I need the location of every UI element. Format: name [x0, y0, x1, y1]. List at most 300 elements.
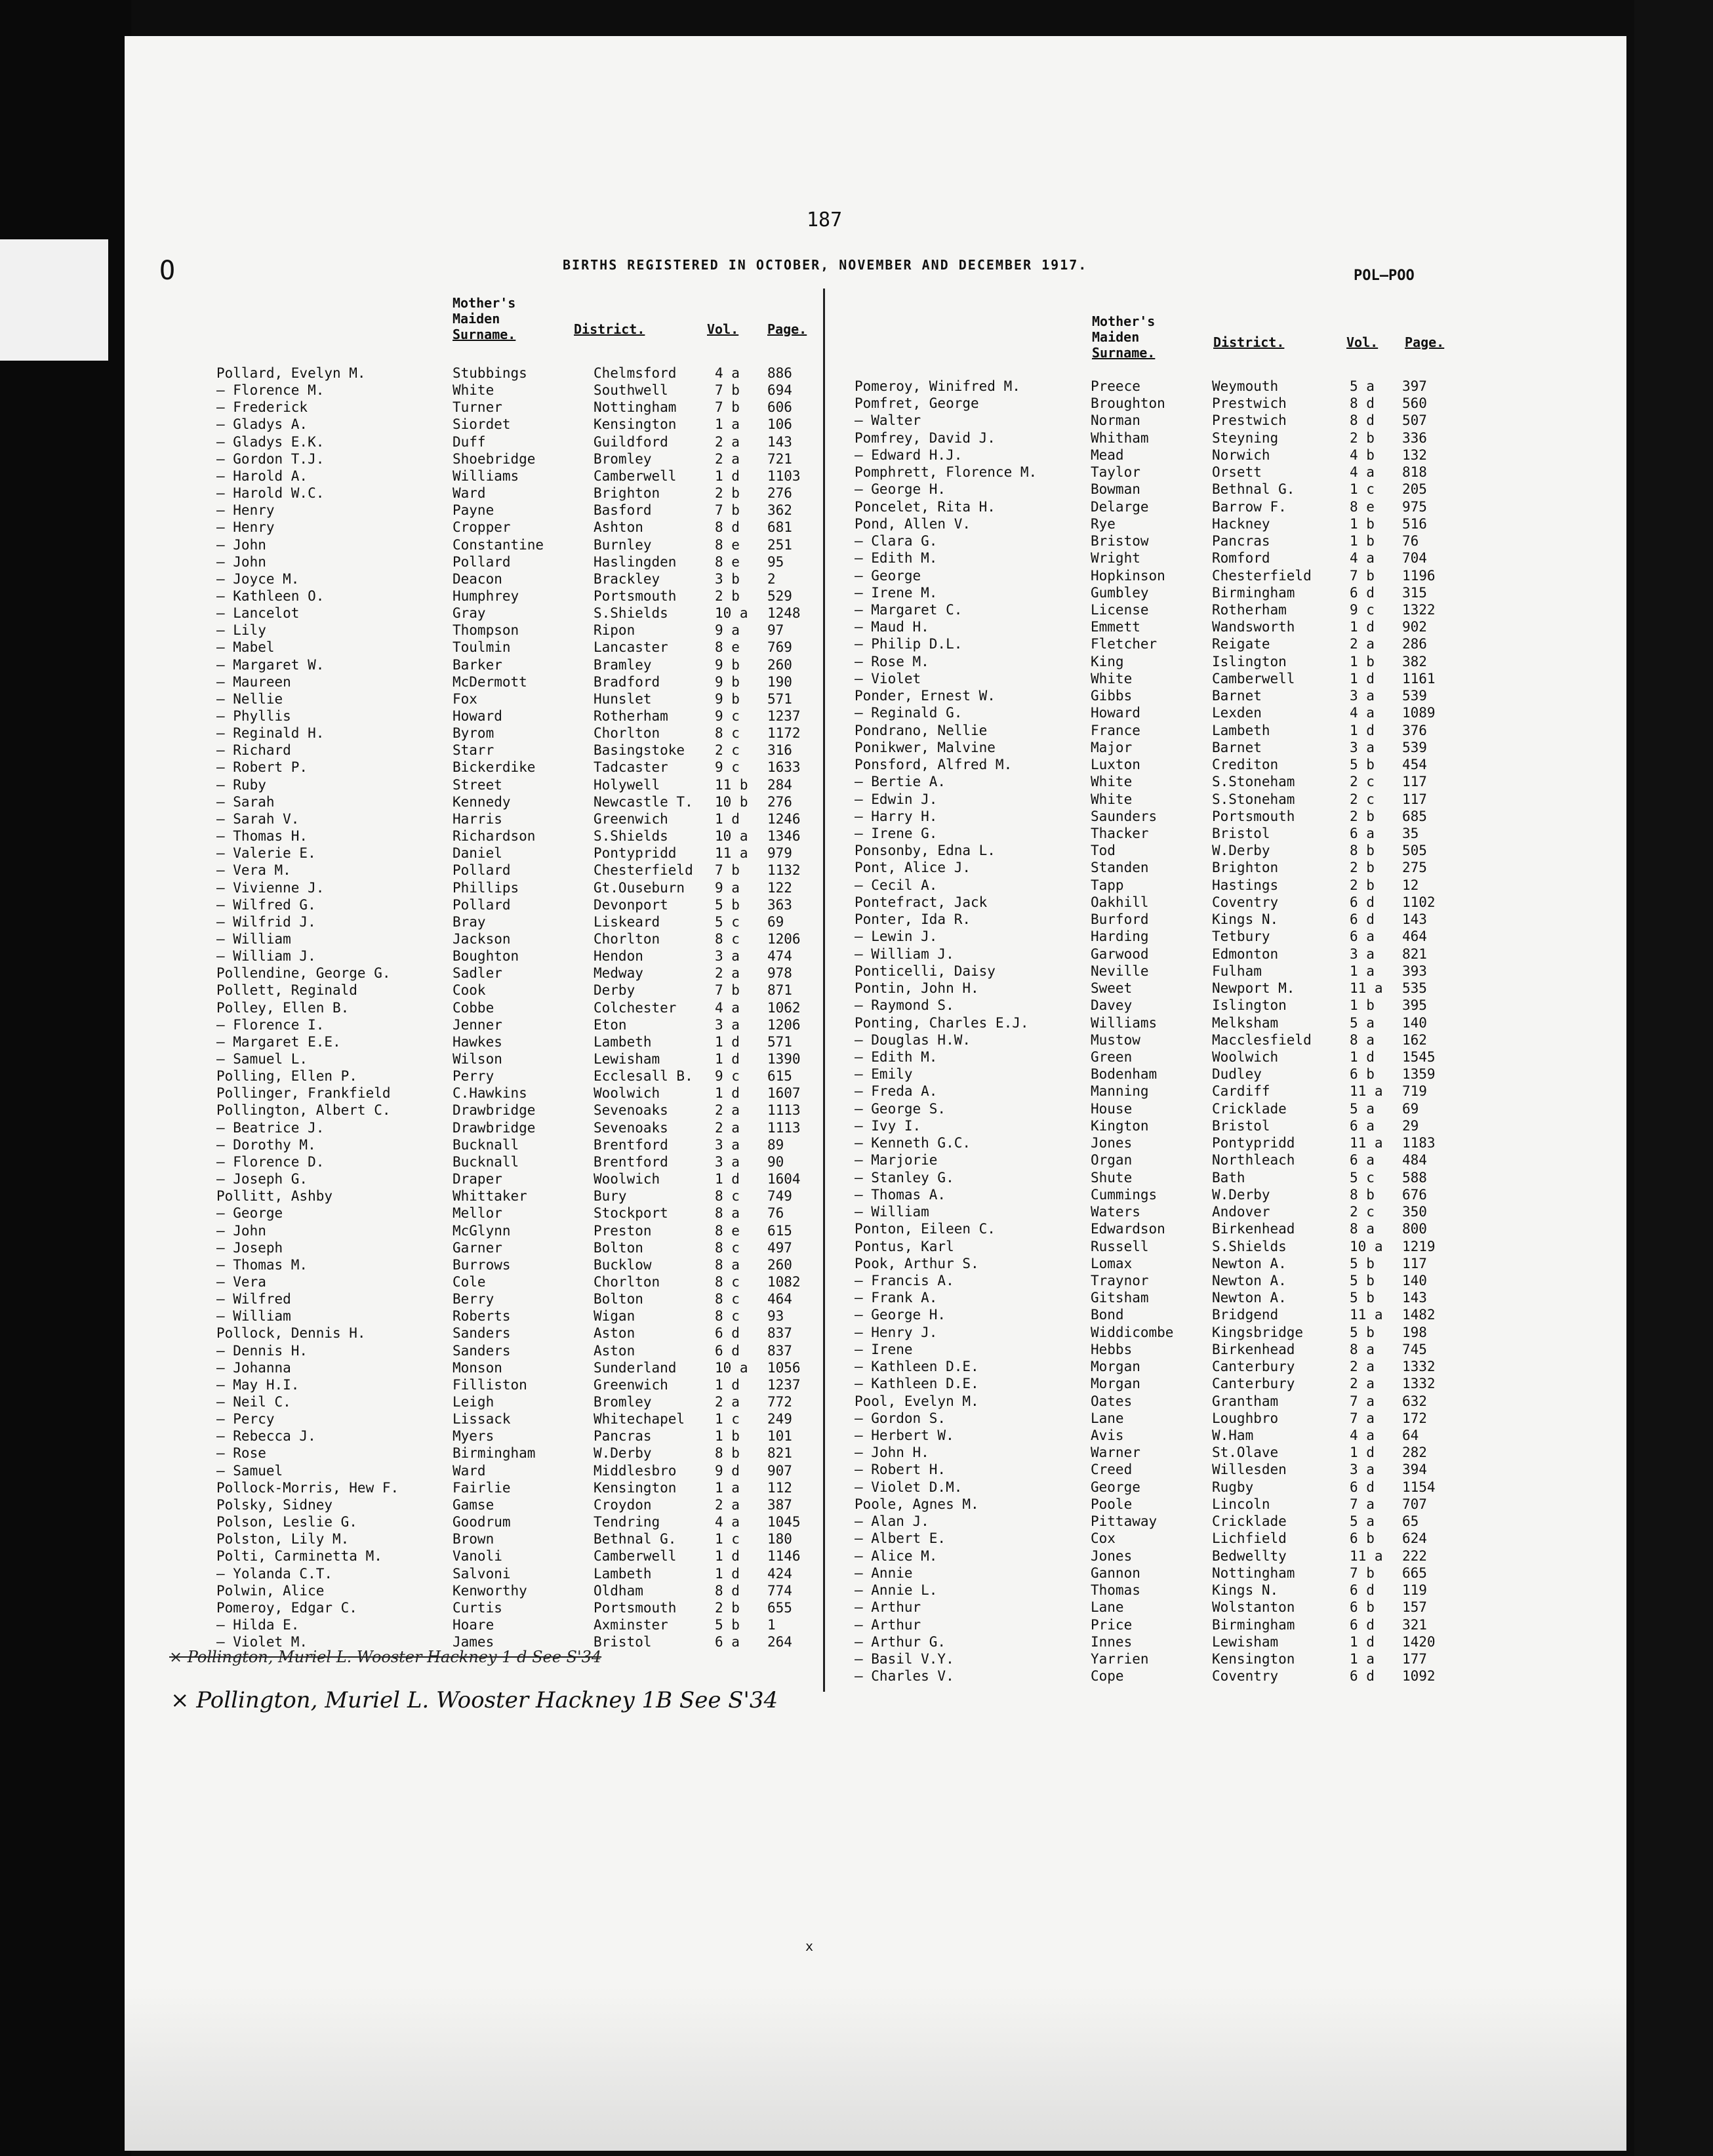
mother-maiden-surname: Daniel — [453, 845, 502, 862]
volume: 8 d — [1350, 412, 1375, 429]
child-name: Pollendine, George G. — [216, 965, 391, 982]
page-ref: 321 — [1402, 1616, 1427, 1633]
page-ref: 1102 — [1402, 894, 1436, 910]
page-ref: 424 — [767, 1565, 792, 1582]
registration-district: Dudley — [1212, 1066, 1262, 1083]
page-ref: 886 — [767, 365, 792, 381]
registration-district: Woolwich — [594, 1085, 660, 1102]
page-ref: 975 — [1402, 498, 1427, 515]
child-name: — Herbert W. — [855, 1427, 954, 1444]
volume: 1 a — [1350, 963, 1375, 979]
child-name: — Yolanda C.T. — [216, 1565, 333, 1582]
mother-maiden-surname: Bodenham — [1091, 1066, 1158, 1083]
handwritten-entry: × Pollington, Muriel L. Wooster Hackney 1B See S'34 — [171, 1687, 778, 1713]
child-name: — Florence I. — [216, 1016, 325, 1033]
child-name: Pondrano, Nellie — [855, 722, 988, 738]
left-header-vol: Vol. — [707, 321, 739, 337]
volume: 6 a — [715, 1634, 740, 1650]
volume: 1 b — [715, 1428, 740, 1445]
registration-district: Greenwich — [594, 1376, 668, 1393]
child-name: — Frank A. — [855, 1290, 938, 1306]
mother-maiden-surname: Williams — [453, 468, 519, 484]
child-name: — George H. — [855, 481, 946, 498]
volume: 6 b — [1350, 1530, 1375, 1547]
volume: 4 a — [1350, 1427, 1375, 1444]
page-ref: 484 — [1402, 1152, 1427, 1168]
volume: 2 b — [715, 1599, 740, 1616]
child-name: — Edith M. — [855, 550, 938, 567]
mother-maiden-surname: Bray — [453, 913, 486, 930]
page-ref: 140 — [1402, 1272, 1427, 1288]
volume: 1 d — [715, 1051, 740, 1067]
child-name: Pollington, Albert C. — [216, 1102, 391, 1119]
volume: 3 a — [1350, 1462, 1375, 1478]
page-ref: 1390 — [767, 1051, 801, 1067]
page-ref: 376 — [1402, 722, 1427, 738]
child-name: — Maud H. — [855, 619, 929, 635]
child-name: — John — [216, 553, 266, 570]
registration-district: Chesterfield — [1212, 567, 1312, 584]
page-ref: 350 — [1402, 1204, 1427, 1220]
registration-district: Newton A. — [1212, 1290, 1287, 1306]
registration-district: Sevenoaks — [594, 1102, 668, 1119]
volume: 7 b — [715, 862, 740, 879]
mother-maiden-surname: Sanders — [453, 1342, 511, 1359]
registration-district: Gt.Ouseburn — [594, 879, 685, 896]
mother-maiden-surname: White — [1091, 670, 1133, 687]
mother-maiden-surname: Thacker — [1091, 825, 1149, 841]
registration-district: Hackney — [1212, 515, 1270, 532]
child-name: — William J. — [216, 948, 316, 965]
registration-district: Portsmouth — [1212, 808, 1295, 824]
volume: 1 d — [1350, 1633, 1375, 1650]
volume: 1 d — [715, 1033, 740, 1050]
header-word: Surname. — [1092, 345, 1156, 361]
page-ref: 694 — [767, 382, 792, 399]
volume: 1 d — [715, 1548, 740, 1565]
volume: 7 b — [715, 982, 740, 999]
volume: 1 a — [1350, 1651, 1375, 1667]
child-name: — Samuel — [216, 1462, 283, 1479]
child-name: — Vera M. — [216, 862, 291, 879]
page-ref: 90 — [767, 1153, 784, 1170]
registration-district: Kingsbridge — [1212, 1324, 1304, 1340]
volume: 8 d — [715, 519, 740, 536]
registration-district: Brentford — [594, 1153, 668, 1170]
mother-maiden-surname: Garwood — [1091, 946, 1149, 962]
registration-district: Croydon — [594, 1496, 652, 1513]
mother-maiden-surname: Whittaker — [453, 1188, 527, 1205]
page-ref: 704 — [1402, 550, 1427, 567]
child-name: Pollett, Reginald — [216, 982, 357, 999]
page-ref: 821 — [767, 1445, 792, 1462]
volume: 5 b — [1350, 1255, 1375, 1271]
registration-district: Derby — [594, 982, 635, 999]
child-name: Polsky, Sidney — [216, 1496, 333, 1513]
registration-district: Tadcaster — [594, 759, 668, 776]
page-ref: 106 — [767, 416, 792, 433]
child-name: Pollitt, Ashby — [216, 1188, 333, 1205]
child-name: Ponter, Ida R. — [855, 911, 971, 928]
footer-mark: x — [805, 1938, 814, 1954]
registration-district: W.Ham — [1212, 1427, 1254, 1444]
volume: 7 b — [715, 382, 740, 399]
volume: 2 a — [715, 433, 740, 450]
child-name: — Henry — [216, 519, 275, 536]
registration-district: Basford — [594, 502, 652, 519]
page-ref: 276 — [767, 485, 792, 502]
page-ref: 1056 — [767, 1359, 801, 1376]
page-ref: 1183 — [1402, 1135, 1436, 1151]
mother-maiden-surname: Byrom — [453, 725, 494, 742]
registration-district: Holywell — [594, 776, 660, 793]
volume: 2 b — [1350, 808, 1375, 824]
child-name: — John — [216, 536, 266, 553]
child-name: Polti, Carminetta M. — [216, 1548, 382, 1565]
registration-district: Barrow F. — [1212, 498, 1287, 515]
volume: 1 d — [1350, 619, 1375, 635]
page-ref: 1172 — [767, 725, 801, 742]
registration-district: Cricklade — [1212, 1513, 1287, 1530]
child-name: Pond, Allen V. — [855, 515, 971, 532]
child-name: — Bertie A. — [855, 774, 946, 790]
page-ref: 1248 — [767, 605, 801, 622]
registration-district: Bath — [1212, 1169, 1245, 1186]
registration-district: Aston — [594, 1342, 635, 1359]
mother-maiden-surname: Emmett — [1091, 619, 1140, 635]
page-ref: 29 — [1402, 1117, 1419, 1134]
volume: 8 c — [715, 930, 740, 947]
child-name: — George — [216, 1205, 283, 1222]
page-ref: 681 — [767, 519, 792, 536]
registration-district: Prestwich — [1212, 395, 1287, 412]
registration-district: Lancaster — [594, 639, 668, 656]
mother-maiden-surname: Richardson — [453, 828, 536, 845]
volume: 2 b — [715, 588, 740, 604]
registration-district: Norwich — [1212, 447, 1270, 463]
page-ref: 772 — [767, 1394, 792, 1410]
volume: 1 a — [715, 416, 740, 433]
page-ref: 143 — [1402, 1290, 1427, 1306]
registration-district: Lexden — [1212, 705, 1262, 721]
volume: 9 d — [715, 1462, 740, 1479]
volume: 6 a — [1350, 825, 1375, 841]
child-name: — Nellie — [216, 690, 283, 707]
page-ref: 180 — [767, 1531, 792, 1547]
mother-maiden-surname: Turner — [453, 399, 502, 416]
right-header-maiden — [1092, 313, 1155, 361]
volume: 8 e — [715, 553, 740, 570]
page-ref: 260 — [767, 656, 792, 673]
child-name: — Wilfred G. — [216, 896, 316, 913]
volume: 6 d — [715, 1325, 740, 1342]
volume: 11 a — [715, 845, 748, 862]
page-ref: 172 — [1402, 1410, 1427, 1426]
page-ref: 1604 — [767, 1171, 801, 1188]
mother-maiden-surname: Salvoni — [453, 1565, 511, 1582]
child-name: — Johanna — [216, 1359, 291, 1376]
volume: 3 a — [1350, 739, 1375, 755]
mother-maiden-surname: Street — [453, 776, 502, 793]
mother-maiden-surname: Gamse — [453, 1496, 494, 1513]
volume: 7 b — [715, 399, 740, 416]
registration-district: Bromley — [594, 450, 652, 467]
child-name: — William — [855, 1204, 929, 1220]
column-divider — [823, 289, 825, 1692]
registration-district: Camberwell — [594, 468, 677, 484]
right-header-page: Page. — [1405, 334, 1445, 350]
mother-maiden-surname: Birmingham — [453, 1445, 536, 1462]
page-ref: 902 — [1402, 619, 1427, 635]
mother-maiden-surname: Lissack — [453, 1411, 511, 1427]
child-name: — Joyce M. — [216, 570, 300, 587]
mother-maiden-surname: Warner — [1091, 1445, 1140, 1461]
child-name: — Valerie E. — [216, 845, 316, 862]
registration-district: Wigan — [594, 1308, 635, 1325]
volume: 8 e — [715, 1222, 740, 1239]
mother-maiden-surname: Gumbley — [1091, 584, 1149, 601]
child-name: — John — [216, 1222, 266, 1239]
mother-maiden-surname: Traynor — [1091, 1272, 1149, 1288]
child-name: Ponsford, Alfred M. — [855, 757, 1013, 773]
child-name: — Freda A. — [855, 1083, 938, 1100]
page-ref: 249 — [767, 1411, 792, 1427]
page-ref: 871 — [767, 982, 792, 999]
registration-district: Macclesfield — [1212, 1031, 1312, 1048]
page-ref: 177 — [1402, 1651, 1427, 1667]
child-name: — Basil V.Y. — [855, 1651, 954, 1667]
mother-maiden-surname: Jones — [1091, 1547, 1133, 1564]
registration-district: Nottingham — [1212, 1565, 1295, 1581]
child-name: — Raymond S. — [855, 997, 954, 1014]
registration-district: Chesterfield — [594, 862, 693, 879]
registration-district: Rugby — [1212, 1479, 1254, 1495]
volume: 5 a — [1350, 1513, 1375, 1530]
registration-district: Coventry — [1212, 1668, 1279, 1685]
page-ref: 464 — [767, 1291, 792, 1308]
volume: 1 b — [1350, 653, 1375, 669]
volume: 8 d — [1350, 395, 1375, 412]
registration-district: Rotherham — [594, 708, 668, 724]
page-ref: 721 — [767, 450, 792, 467]
mother-maiden-surname: McGlynn — [453, 1222, 511, 1239]
volume: 6 a — [1350, 1152, 1375, 1168]
child-name: — Thomas M. — [216, 1256, 308, 1273]
registration-district: Guildford — [594, 433, 668, 450]
mother-maiden-surname: C.Hawkins — [453, 1085, 527, 1102]
page-ref: 69 — [767, 913, 784, 930]
registration-district: Newcastle T. — [594, 793, 693, 810]
page-ref: 362 — [767, 502, 792, 519]
mother-maiden-surname: Leigh — [453, 1394, 494, 1410]
registration-district: Chorlton — [594, 725, 660, 742]
mother-maiden-surname: Saunders — [1091, 808, 1158, 824]
mother-maiden-surname: Mustow — [1091, 1031, 1140, 1048]
volume: 4 b — [1350, 447, 1375, 463]
registration-district: Cardiff — [1212, 1083, 1270, 1100]
registration-district: Chorlton — [594, 930, 660, 947]
volume: 1 d — [715, 1565, 740, 1582]
child-name: — Violet M. — [216, 1634, 308, 1650]
volume: 2 a — [715, 965, 740, 982]
child-name: — Harry H. — [855, 808, 938, 824]
mother-maiden-surname: Humphrey — [453, 588, 519, 604]
child-name: — Marjorie — [855, 1152, 938, 1168]
child-name: — Cecil A. — [855, 877, 938, 893]
page-ref: 571 — [767, 690, 792, 707]
child-name: — Robert H. — [855, 1462, 946, 1478]
child-name: — Emily — [855, 1066, 913, 1083]
volume: 9 a — [715, 879, 740, 896]
mother-maiden-surname: Organ — [1091, 1152, 1133, 1168]
mother-maiden-surname: Cropper — [453, 519, 511, 536]
page-ref: 101 — [767, 1428, 792, 1445]
registration-district: Birmingham — [1212, 584, 1295, 601]
mother-maiden-surname: Cole — [453, 1273, 486, 1290]
child-name: — Phyllis — [216, 708, 291, 724]
volume: 3 a — [1350, 688, 1375, 704]
registration-district: Canterbury — [1212, 1359, 1295, 1375]
page-ref: 132 — [1402, 447, 1427, 463]
child-name: — Joseph G. — [216, 1171, 308, 1188]
mother-maiden-surname: Drawbridge — [453, 1119, 536, 1136]
mother-maiden-surname: Innes — [1091, 1633, 1133, 1650]
page-ref: 719 — [1402, 1083, 1427, 1100]
registration-district: W.Derby — [1212, 1186, 1270, 1203]
mother-maiden-surname: Vanoli — [453, 1548, 502, 1565]
page-ref: 117 — [1402, 774, 1427, 790]
child-name: — Sarah V. — [216, 810, 300, 827]
child-name: — Sarah — [216, 793, 275, 810]
page-ref: 588 — [1402, 1169, 1427, 1186]
volume: 1 b — [1350, 997, 1375, 1014]
child-name: — Clara G. — [855, 533, 938, 549]
registration-district: Brentford — [594, 1136, 668, 1153]
volume: 10 a — [715, 1359, 748, 1376]
child-name: — Neil C. — [216, 1394, 291, 1410]
registration-district: Lewisham — [594, 1051, 660, 1067]
page-ref: 1103 — [767, 468, 801, 484]
mother-maiden-surname: Gitsham — [1091, 1290, 1149, 1306]
page-ref: 1206 — [767, 1016, 801, 1033]
page-ref: 205 — [1402, 481, 1427, 498]
child-name: Ponton, Eileen C. — [855, 1221, 996, 1237]
page-ref: 571 — [767, 1033, 792, 1050]
volume: 8 e — [1350, 498, 1375, 515]
child-name: — Mabel — [216, 639, 275, 656]
child-name: — Gladys E.K. — [216, 433, 325, 450]
mother-maiden-surname: Sanders — [453, 1325, 511, 1342]
page-ref: 655 — [767, 1599, 792, 1616]
registration-district: Pontypridd — [1212, 1135, 1295, 1151]
child-name: — Margaret C. — [855, 601, 963, 618]
volume: 2 a — [1350, 1376, 1375, 1392]
mother-maiden-surname: Filliston — [453, 1376, 527, 1393]
volume: 8 a — [715, 1256, 740, 1273]
child-name: — Gladys A. — [216, 416, 308, 433]
volume: 11 a — [1350, 1083, 1383, 1100]
volume: 5 b — [1350, 757, 1375, 773]
registration-district: Brighton — [1212, 860, 1279, 876]
child-name: — May H.I. — [216, 1376, 300, 1393]
child-name: — Annie L. — [855, 1582, 938, 1599]
page-ref: 284 — [767, 776, 792, 793]
page-ref: 497 — [767, 1239, 792, 1256]
registration-district: Kings N. — [1212, 1582, 1279, 1599]
mother-maiden-surname: Fox — [453, 690, 477, 707]
volume: 3 a — [715, 1136, 740, 1153]
page-ref: 505 — [1402, 843, 1427, 859]
child-name: — Percy — [216, 1411, 275, 1427]
child-name: — Thomas H. — [216, 828, 308, 845]
page-ref: 35 — [1402, 825, 1419, 841]
page-ref: 1237 — [767, 708, 801, 724]
child-name: — Irene — [855, 1341, 913, 1357]
registration-district: Andover — [1212, 1204, 1270, 1220]
mother-maiden-surname: James — [453, 1634, 494, 1650]
volume: 2 c — [715, 742, 740, 759]
page-ref: 1545 — [1402, 1048, 1436, 1065]
mother-maiden-surname: Cope — [1091, 1668, 1124, 1685]
registration-district: Canterbury — [1212, 1376, 1295, 1392]
child-name: — William J. — [855, 946, 954, 962]
registration-district: Willesden — [1212, 1462, 1287, 1478]
page-ref: 632 — [1402, 1393, 1427, 1409]
child-name: — Thomas A. — [855, 1186, 946, 1203]
volume: 6 d — [1350, 1582, 1375, 1599]
registration-district: Weymouth — [1212, 378, 1279, 394]
page-ref: 93 — [767, 1308, 784, 1325]
child-name: Polling, Ellen P. — [216, 1068, 357, 1085]
registration-district: Birkenhead — [1212, 1341, 1295, 1357]
registration-district: Brackley — [594, 570, 660, 587]
registration-district: Pontypridd — [594, 845, 677, 862]
page-ref: 275 — [1402, 860, 1427, 876]
registration-district: Lambeth — [594, 1565, 652, 1582]
mother-maiden-surname: Whitham — [1091, 429, 1149, 446]
mother-maiden-surname: Wright — [1091, 550, 1140, 567]
registration-district: Burnley — [594, 536, 652, 553]
registration-district: Fulham — [1212, 963, 1262, 979]
mother-maiden-surname: Burford — [1091, 911, 1149, 928]
volume: 9 b — [715, 673, 740, 690]
registration-district: Steyning — [1212, 429, 1279, 446]
child-name: Ponikwer, Malvine — [855, 739, 996, 755]
page-ref: 117 — [1402, 791, 1427, 807]
page-ref: 143 — [767, 433, 792, 450]
page-ref: 1161 — [1402, 670, 1436, 687]
child-name: — Edith M. — [855, 1048, 938, 1065]
mother-maiden-surname: Payne — [453, 502, 494, 519]
mother-maiden-surname: Neville — [1091, 963, 1149, 979]
volume: 9 c — [715, 708, 740, 724]
scan-right-edge — [1634, 0, 1713, 2156]
child-name: — Rose — [216, 1445, 266, 1462]
mother-maiden-surname: Garner — [453, 1239, 502, 1256]
registration-district: Sevenoaks — [594, 1119, 668, 1136]
page-ref: 774 — [767, 1582, 792, 1599]
registration-district: Kensington — [594, 416, 677, 433]
volume: 5 c — [715, 913, 740, 930]
child-name: — Henry — [216, 502, 275, 519]
mother-maiden-surname: Ward — [453, 485, 486, 502]
mother-maiden-surname: Lane — [1091, 1599, 1124, 1616]
page-ref: 397 — [1402, 378, 1427, 394]
mother-maiden-surname: Mellor — [453, 1205, 502, 1222]
child-name: Pont, Alice J. — [855, 860, 971, 876]
page-ref: 382 — [1402, 653, 1427, 669]
registration-district: St.Olave — [1212, 1445, 1279, 1461]
